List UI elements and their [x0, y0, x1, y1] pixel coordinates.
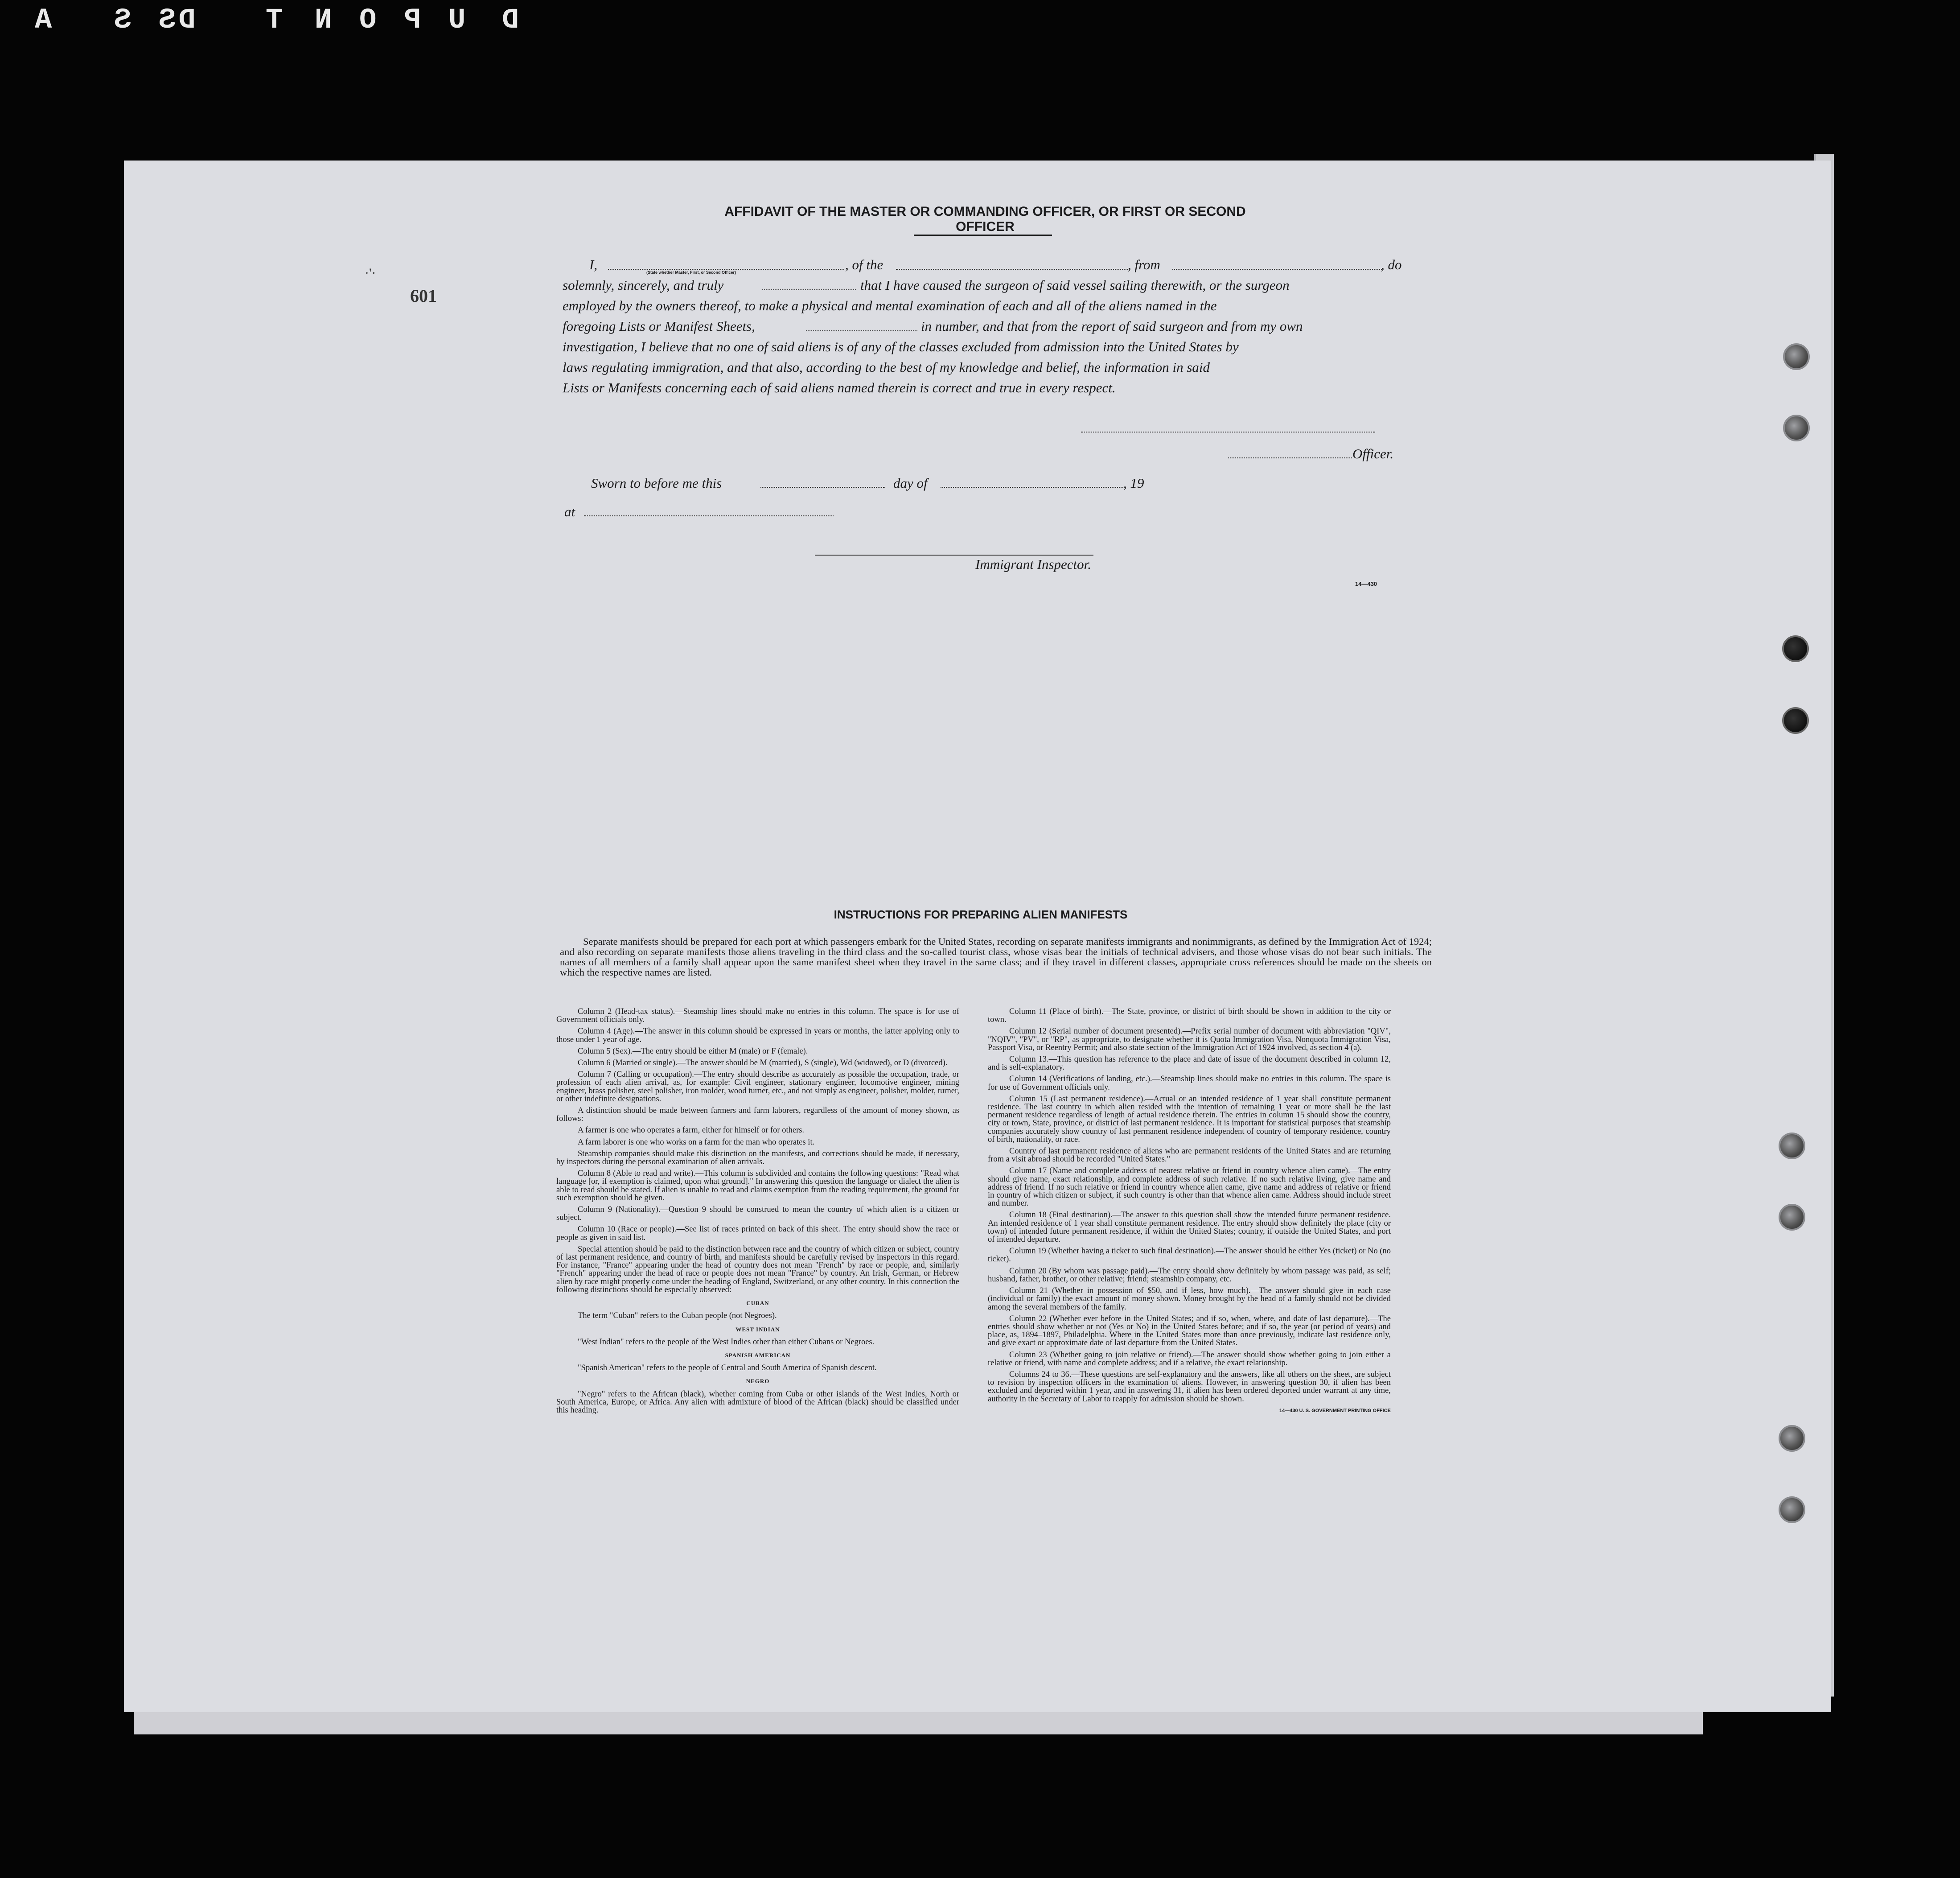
affidavit-text: foregoing Lists or Manifest Sheets, [563, 318, 755, 334]
printing-office-footer: 14—430 U. S. GOVERNMENT PRINTING OFFICE [1279, 1408, 1391, 1413]
instruction-paragraph: Column 10 (Race or people).—See list of races printed on back of this sheet. The entry should show the race or people as given in said list. [556, 1225, 959, 1242]
title-rule [914, 235, 1052, 236]
punch-hole-icon [1779, 1133, 1805, 1159]
affidavit-text: solemnly, sincerely, and truly [563, 277, 724, 293]
affidavit-text: , from [1128, 257, 1160, 272]
instruction-paragraph: Column 2 (Head-tax status).—Steamship lines should make no entries in this column. The space is for use of Government officials only. [556, 1007, 959, 1025]
affidavit-text: employed by the owners thereof, to make a physical and mental examination of each and all of the aliens named in the [563, 298, 1217, 313]
state-note: (State whether Master, First, or Second Officer) [646, 270, 736, 275]
name-fill-line [608, 269, 844, 270]
month-fill-line [941, 487, 1123, 488]
sworn-text: Sworn to before me this [591, 475, 722, 491]
affidavit-text: I, [589, 257, 598, 272]
sheets-count-fill-line [806, 330, 917, 331]
instruction-paragraph: Column 8 (Able to read and write).—This column is subdivided and contains the following questions: "Read what language [or, if exemption is claimed, upon what ground]." In answering this question the language or dialect the alien is able to read should be stated. If alien is unable to read and claims exemption from the reading requirement, the ground for such exemption should be given. [556, 1169, 959, 1203]
instruction-paragraph: Column 13.—This question has reference to the place and date of issue of the document described in column 12, and is self-explanatory. [988, 1055, 1391, 1072]
affidavit-text: laws regulating immigration, and that also, according to the best of my knowledge and belief, the information in said [563, 359, 1210, 375]
instruction-paragraph: Column 20 (By whom was passage paid).—The entry should show definitely by whom passage was paid, as self; husband, father, brother, or other relative; friend; steamship company, etc. [988, 1266, 1391, 1284]
specks: ·'· [365, 266, 376, 280]
affidavit-text: , of the [845, 257, 883, 272]
film-edge-mark: O [357, 4, 377, 37]
instructions-intro: Separate manifests should be prepared for each port at which passengers embark for the United States, recording on separate manifests immigrants and nonimmigrants, as defined by the Immigration Act of 1924; and also recording on separate manifests those aliens traveling in the third class and the so-called tourist class, whose visas bear the initials of technical advisers, and those whose visas do not bear such initials. The names of all members of a family shall appear upon the same manifest sheet when they travel in the same class; and if they travel in different classes, appropriate cross references should be made on the sheets on which the respective names are listed. [560, 936, 1432, 978]
affidavit-text: that I have caused the surgeon of said vessel sailing therewith, or the surgeon [860, 277, 1290, 293]
place-fill-line [584, 515, 834, 516]
punch-hole-icon [1779, 1425, 1805, 1452]
instruction-paragraph: Column 9 (Nationality).—Question 9 should be construed to mean the country of which alien is a citizen or subject. [556, 1205, 959, 1223]
title-fill-line [762, 289, 856, 290]
day-of-text: day of [893, 475, 928, 491]
instruction-paragraph: Column 11 (Place of birth).—The State, province, or district of birth should be shown in addition to the city or town. [988, 1007, 1391, 1025]
instruction-paragraph: A farm laborer is one who works on a farm for the man who operates it. [578, 1137, 815, 1147]
instructions-right-column [988, 1008, 1391, 1415]
instruction-paragraph: Steamship companies should make this distinction on the manifests, and corrections should be made, if necessary, by inspectors during the personal examination of alien arrivals. [556, 1149, 959, 1167]
film-edge-mark: D [499, 4, 519, 37]
instruction-paragraph: Special attention should be paid to the distinction between race and the country of which citizen or subject, country of last permanent residence, and country of birth, and manifests should be carefully revised by inspectors in this regard. For instance, "France" appearing under the head of country does not mean "French" by race or people, and, similarly "French" appearing under the head of race or people does not mean "France" by country. An Irish, German, or Hebrew alien by race might properly come under the heading of England, Switzerland, or any other country. In this connection the following distinctions should be especially observed: [556, 1244, 959, 1294]
section-heading: SPANISH AMERICAN [725, 1351, 791, 1359]
instruction-paragraph: Column 23 (Whether going to join relative or friend).—The answer should show whether going to join either a relative or friend, with name and complete address; and if a relative, the exact relationship. [988, 1350, 1391, 1367]
instruction-paragraph: Column 14 (Verifications of landing, etc.).—Steamship lines should make no entries in this column. The space is for use of Government officials only. [988, 1075, 1391, 1092]
instruction-paragraph: "Negro" refers to the African (black), whether coming from Cuba or other islands of the West Indies, North or South America, Europe, or Africa. Any alien with admixture of blood of the African (black) should be classified under this heading. [556, 1389, 959, 1415]
instruction-paragraph: Column 15 (Last permanent residence).—Actual or an intended residence of 1 year shall constitute permanent residence. The last country in which alien resided with the intention of remaining 1 year or more shall be the last permanent residence regardless of length of actual residence therein. The entries in column 15 should show the country, city or town, State, province, or district of last permanent residence. It is important for statistical purposes that steamship companies accurately show country of last permanent residence independent of country of temporary residence, country of birth, nationality, or race. [988, 1094, 1391, 1144]
affidavit-text: investigation, I believe that no one of said aliens is of any of the classes excluded from admission into the United States by [563, 339, 1239, 354]
inspector-label: Immigrant Inspector. [975, 556, 1092, 572]
instruction-paragraph: "Spanish American" refers to the people of Central and South America of Spanish descent. [578, 1363, 877, 1373]
at-text: at [564, 504, 575, 519]
instruction-paragraph: Country of last permanent residence of aliens who are permanent residents of the United States and are returning from a visit abroad should be recorded "United States." [988, 1147, 1391, 1164]
instruction-paragraph: Column 12 (Serial number of document presented).—Prefix serial number of document with abbreviation "QIV", "NQIV", "PV", or "RP", as appropriate, to designate whether it is Quota Immigration Visa, Nonquota Immigration Visa, Passport Visa, or Reentry Permit; and also state section of the Immigration Act of 1924 involved, as section 4 (a). [988, 1027, 1391, 1052]
inspector-signature-line [815, 555, 1093, 556]
punch-hole-icon [1779, 1496, 1805, 1523]
instruction-paragraph: A distinction should be made between farmers and farm laborers, regardless of the amount of money shown, as follows: [556, 1106, 959, 1124]
instruction-paragraph: A farmer is one who operates a farm, either for himself or for others. [578, 1126, 805, 1135]
port-fill-line [1172, 269, 1382, 270]
film-edge-mark: N [312, 4, 332, 37]
year-text: , 19 [1123, 475, 1144, 491]
film-edge-mark: DS [156, 4, 196, 37]
film-edge-mark: P [401, 4, 421, 37]
instruction-paragraph: Column 7 (Calling or occupation).—The entry should describe as accurately as possible the occupation, trade, or profession of each alien arrival, as, for example: Civil engineer, stationary engineer, locomotive engineer, mining engineer, brass polisher, steel polisher, iron molder, wood turner, etc., and not simply as engineer, polisher, molder, turner, or other indefinite designations. [556, 1070, 959, 1104]
punch-hole-icon [1783, 415, 1810, 441]
film-edge-markings [0, 0, 1960, 40]
instructions-left-column [556, 1008, 959, 1418]
instruction-paragraph: Column 4 (Age).—The answer in this column should be expressed in years or months, the latter applying only to those under 1 year of age. [556, 1027, 959, 1044]
section-heading: WEST INDIAN [736, 1326, 780, 1333]
instruction-paragraph: "West Indian" refers to the people of the West Indies other than either Cubans or Negroes. [578, 1337, 875, 1347]
film-edge-mark: U [446, 4, 466, 37]
section-heading: NEGRO [746, 1378, 770, 1385]
officer-label: Officer. [1352, 446, 1394, 461]
punch-hole-icon [1783, 343, 1810, 370]
punch-hole-icon [1782, 707, 1809, 734]
punch-hole-icon [1779, 1204, 1805, 1231]
affidavit-text: , do [1381, 257, 1402, 272]
day-fill-line [760, 487, 885, 488]
vessel-fill-line [896, 269, 1128, 270]
section-heading: CUBAN [746, 1300, 769, 1307]
film-edge-mark: S [111, 4, 131, 37]
officer-title-line [1228, 457, 1352, 458]
film-edge-mark: A [32, 4, 52, 37]
instruction-paragraph: Column 17 (Name and complete address of nearest relative or friend in country whence alien came).—The entry should give name, exact relationship, and complete address of such relative. If no such relative living, give name and address of friend. If no such relative or friend in country whence alien came, give name and address of relative or friend in country of which citizen or subject, if such country is other than that whence alien came. Address should include street and number. [988, 1166, 1391, 1208]
instruction-paragraph: Columns 24 to 36.—These questions are self-explanatory and the answers, like all others on the sheet, are subject to revision by inspection officers in the examination of aliens. However, in answering question 30, if alien has been excluded and deported within 1 year, and in answering 31, if alien has been ordered deported under warrant at any time, authority in the Secretary of Labor to reapply for admission should be shown. [988, 1370, 1391, 1404]
instruction-paragraph: The term "Cuban" refers to the Cuban people (not Negroes). [578, 1311, 777, 1321]
punch-hole-icon [1782, 635, 1809, 662]
instruction-paragraph: Column 22 (Whether ever before in the United States; and if so, when, where, and date of last departure).—The entries should show whether or not (Yes or No) in the United States before; and if so, the year (or period of years) and place, as, 1894–1897, Philadelphia. Where in the United States more than once previously, indicate last residence only, and give exact or approximate date of last departure from the United States. [988, 1314, 1391, 1348]
affidavit-title: AFFIDAVIT OF THE MASTER OR COMMANDING OFFICER, OR FIRST OR SECOND OFFICER [724, 204, 1246, 234]
instruction-paragraph: Column 21 (Whether in possession of $50, and if less, how much).—The answer should give in each case (individual or family) the exact amount of money shown. Money brought by the head of a family should not be divided among the several members of the family. [988, 1286, 1391, 1312]
film-edge-mark: T [263, 4, 283, 37]
form-number: 14—430 [1355, 581, 1377, 587]
affidavit-text: Lists or Manifests concerning each of said aliens named therein is correct and true in every respect. [563, 380, 1116, 395]
handwritten-number: 601 [410, 286, 437, 306]
instruction-paragraph: Column 5 (Sex).—The entry should be either M (male) or F (female). [578, 1046, 808, 1056]
instruction-paragraph: Column 6 (Married or single).—The answer should be M (married), S (single), Wd (widowed), or D (divorced). [578, 1058, 948, 1068]
instruction-paragraph: Column 18 (Final destination).—The answer to this question shall show the intended future permanent residence. An intended residence of 1 year shall constitute permanent residence. The entry should show definitely the place (city or town) of intended future permanent residence, if within the United States; country, if outside the United States, and port of intended departure. [988, 1211, 1391, 1244]
instructions-title: INSTRUCTIONS FOR PREPARING ALIEN MANIFESTS [834, 908, 1128, 921]
affidavit-text: in number, and that from the report of said surgeon and from my own [921, 318, 1303, 334]
instruction-paragraph: Column 19 (Whether having a ticket to such final destination).—The answer should be either Yes (ticket) or No (no ticket). [988, 1247, 1391, 1264]
